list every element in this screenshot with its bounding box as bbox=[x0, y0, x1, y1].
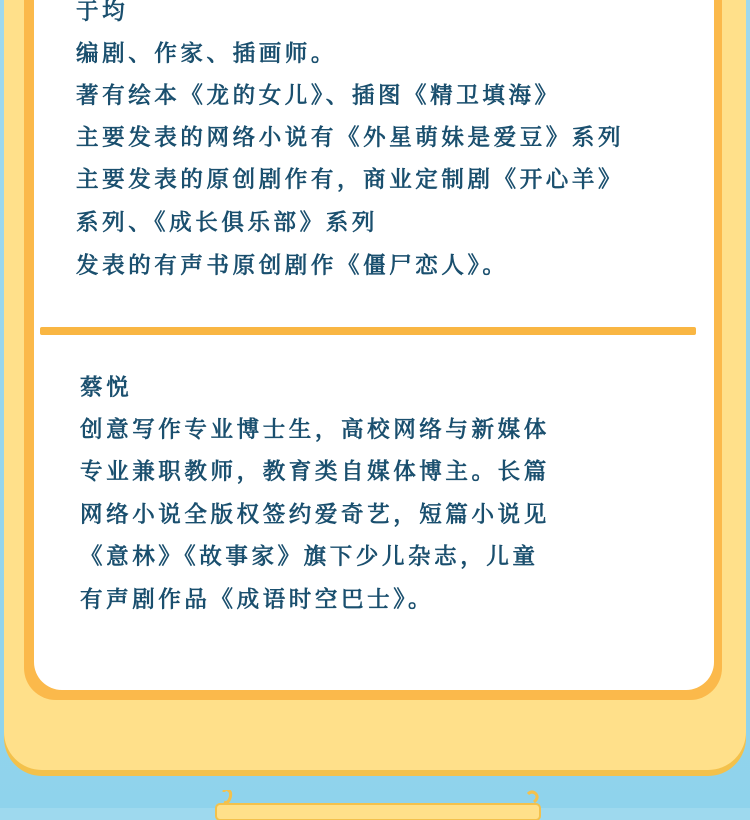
bio-line: 创意写作专业博士生，高校网络与新媒体 bbox=[80, 417, 550, 443]
author-name-2: 蔡悦 bbox=[80, 375, 133, 401]
bio-line: 著有绘本《龙的女儿》、插图《精卫填海》 bbox=[76, 83, 561, 109]
bio-line: 网络小说全版权签约爱奇艺，短篇小说见 bbox=[80, 502, 550, 528]
bio-line: 专业兼职教师，教育类自媒体博主。长篇 bbox=[80, 459, 550, 485]
bio-line: 《意林》《故事家》旗下少儿杂志，儿童 bbox=[80, 544, 539, 570]
bio-line: 主要发表的原创剧作有，商业定制剧《开心羊》 bbox=[76, 167, 625, 193]
author-name-1: 于均 bbox=[76, 0, 129, 25]
bio-line: 系列、《成长俱乐部》系列 bbox=[76, 210, 378, 236]
bio-line: 编剧、作家、插画师。 bbox=[76, 41, 338, 67]
banner-clip-decoration bbox=[210, 790, 546, 820]
section-divider bbox=[40, 327, 696, 335]
bio-line: 发表的有声书原创剧作《僵尸恋人》。 bbox=[76, 253, 509, 279]
bio-line: 有声剧作品《成语时空巴士》。 bbox=[80, 587, 435, 613]
bio-line: 主要发表的网络小说有《外星萌妹是爱豆》系列 bbox=[76, 125, 625, 151]
